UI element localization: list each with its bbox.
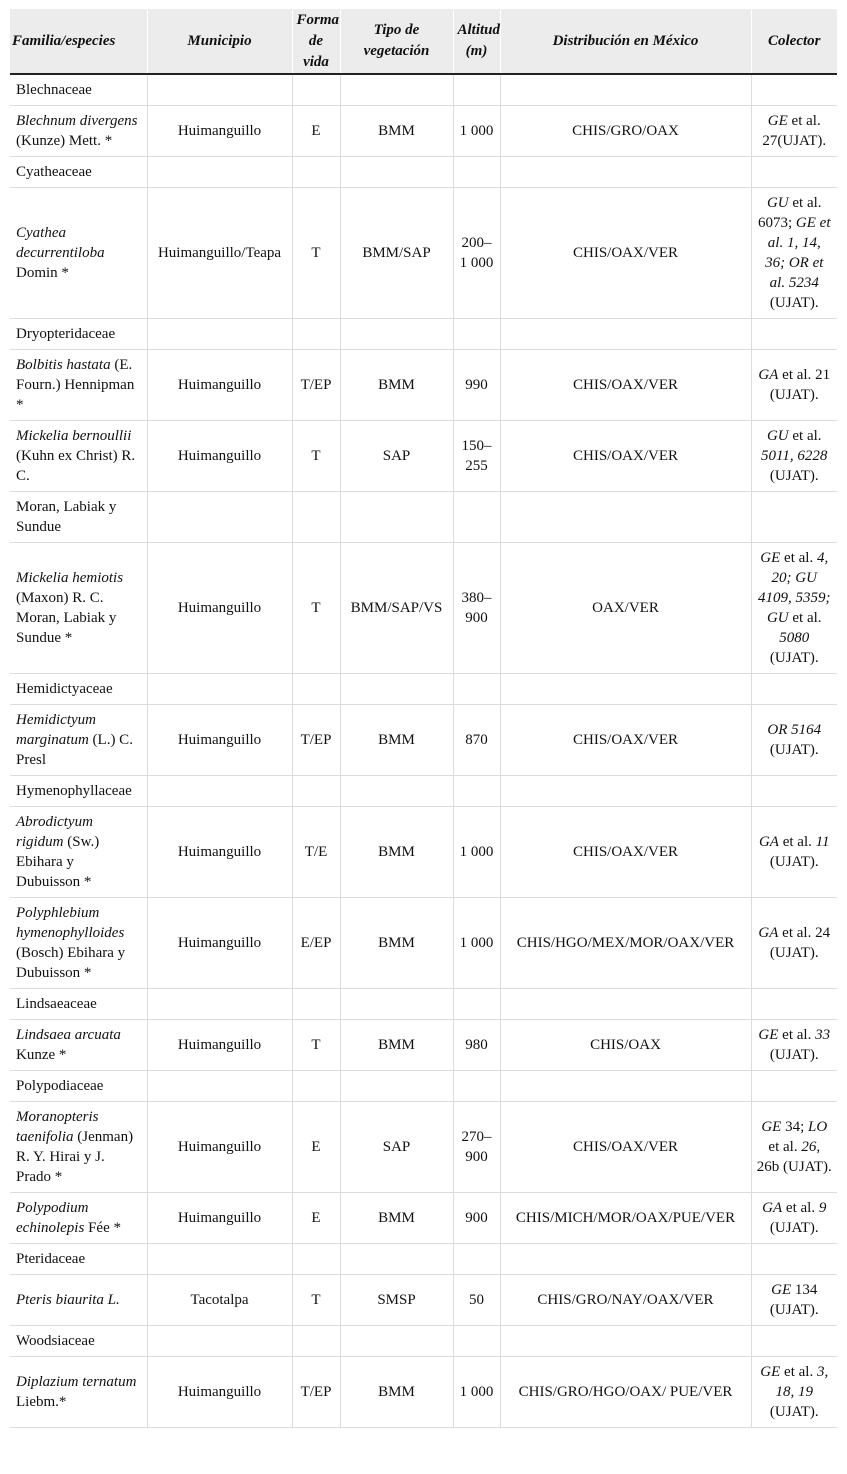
species-table-container [10, 9, 837, 1428]
species-cell [10, 807, 147, 898]
colector-part: (UJAT). [769, 295, 819, 311]
family-name-cell [10, 1071, 147, 1102]
species-row [10, 1193, 837, 1244]
empty-cell [147, 492, 292, 543]
empty-cell [292, 1326, 340, 1357]
municipio-cell: Huimanguillo [147, 1357, 292, 1428]
colector-part: et al. [780, 1364, 817, 1380]
table-body [10, 74, 837, 1428]
forma-vida-cell: T/EP [292, 705, 340, 776]
empty-cell [500, 74, 751, 106]
species-row [10, 705, 837, 776]
header-municipio: Municipio [147, 9, 292, 74]
empty-cell [500, 776, 751, 807]
species-name: Cyathea decurrentiloba [16, 225, 105, 261]
empty-cell [453, 1326, 500, 1357]
species-name: Diplazium ternatum [16, 1374, 137, 1390]
colector-part: 9 [818, 1200, 827, 1216]
family-name-cell [10, 492, 147, 543]
empty-cell [292, 157, 340, 188]
species-name: Mickelia hemiotis [16, 570, 124, 586]
species-cell [10, 350, 147, 421]
family-name-cell [10, 1326, 147, 1357]
forma-vida-cell: E/EP [292, 898, 340, 989]
colector-part: LO [807, 1119, 828, 1135]
species-cell [10, 543, 147, 674]
colector-part: (UJAT). [769, 742, 819, 758]
tipo-vegetacion-cell: SMSP [340, 1275, 453, 1326]
empty-cell [453, 319, 500, 350]
empty-cell [340, 674, 453, 705]
tipo-vegetacion-cell: BMM [340, 1020, 453, 1071]
colector-part: 134 (UJAT). [769, 1282, 819, 1318]
distribucion-cell: CHIS/OAX [500, 1020, 751, 1071]
empty-cell [751, 674, 837, 705]
family-name-cell [10, 157, 147, 188]
forma-vida-cell: E [292, 106, 340, 157]
municipio-cell: Huimanguillo [147, 705, 292, 776]
municipio-cell: Huimanguillo [147, 1020, 292, 1071]
header-altitud: Altitud (m) [453, 9, 500, 74]
species-cell [10, 1020, 147, 1071]
colector-part: 3, 18, 19 [775, 1364, 829, 1400]
distribucion-cell: CHIS/OAX/VER [500, 807, 751, 898]
colector-part: 5011, 6228 [761, 448, 828, 464]
empty-cell [500, 1244, 751, 1275]
empty-cell [453, 1244, 500, 1275]
altitud-cell: 1 000 [453, 1357, 500, 1428]
empty-cell [340, 1326, 453, 1357]
header-forma-de-vida: Forma de vida [292, 9, 340, 74]
colector-part: GE [760, 1364, 781, 1380]
family-name-cell [10, 1244, 147, 1275]
empty-cell [500, 319, 751, 350]
header-distribucion: Distribución en México [500, 9, 751, 74]
species-row [10, 421, 837, 492]
species-authority: (Sw.) Ebihara y Dubuisson * [16, 834, 100, 890]
species-row [10, 350, 837, 421]
distribucion-cell: CHIS/GRO/HGO/OAX/ PUE/VER [500, 1357, 751, 1428]
colector-part: et al. [780, 550, 817, 566]
species-cell [10, 421, 147, 492]
forma-vida-cell: T/EP [292, 350, 340, 421]
family-name: Hymenophyllaceae [16, 783, 132, 799]
empty-cell [147, 989, 292, 1020]
species-name: Bolbitis hastata [16, 357, 111, 373]
species-cell [10, 188, 147, 319]
distribucion-cell: CHIS/OAX/VER [500, 1102, 751, 1193]
species-authority: Kunze * [16, 1047, 67, 1063]
species-authority: (Jenman) R. Y. Hirai y J. Prado * [16, 1129, 134, 1185]
empty-cell [340, 989, 453, 1020]
family-name: Polypodiaceae [16, 1078, 104, 1094]
species-cell [10, 1193, 147, 1244]
species-row [10, 543, 837, 674]
empty-cell [340, 157, 453, 188]
empty-cell [751, 319, 837, 350]
altitud-cell: 1 000 [453, 106, 500, 157]
empty-cell [340, 319, 453, 350]
empty-cell [453, 492, 500, 543]
tipo-vegetacion-cell: BMM [340, 807, 453, 898]
forma-vida-cell: T [292, 1275, 340, 1326]
empty-cell [340, 74, 453, 106]
empty-cell [292, 1244, 340, 1275]
forma-vida-cell: T [292, 543, 340, 674]
empty-cell [147, 1326, 292, 1357]
family-name-cell [10, 74, 147, 106]
empty-cell [500, 492, 751, 543]
distribucion-cell: CHIS/OAX/VER [500, 350, 751, 421]
altitud-cell: 270–900 [453, 1102, 500, 1193]
empty-cell [751, 1326, 837, 1357]
altitud-cell: 990 [453, 350, 500, 421]
colector-part: et al. [782, 1200, 819, 1216]
species-row [10, 1102, 837, 1193]
species-authority: (Kunze) Mett. * [16, 133, 113, 149]
forma-vida-cell: T [292, 188, 340, 319]
colector-part: et al. 6073; [758, 195, 822, 231]
family-row [10, 1071, 837, 1102]
distribucion-cell: CHIS/OAX/VER [500, 705, 751, 776]
empty-cell [453, 674, 500, 705]
municipio-cell: Huimanguillo [147, 898, 292, 989]
species-name: Pteris biaurita L. [16, 1292, 120, 1308]
empty-cell [292, 492, 340, 543]
species-row [10, 1275, 837, 1326]
empty-cell [147, 1071, 292, 1102]
colector-cell [751, 898, 837, 989]
species-authority: Liebm.* [16, 1394, 67, 1410]
header-tipo-vegetacion: Tipo de vegetación [340, 9, 453, 74]
header-species: Familia/especies [10, 9, 147, 74]
empty-cell [340, 776, 453, 807]
family-name: Hemidictyaceae [16, 681, 113, 697]
species-name: Hemidictyum marginatum [16, 712, 96, 748]
empty-cell [500, 1071, 751, 1102]
family-row [10, 1326, 837, 1357]
empty-cell [453, 776, 500, 807]
empty-cell [292, 74, 340, 106]
colector-cell [751, 1020, 837, 1071]
colector-part: GE [758, 1027, 779, 1043]
family-name: Cyatheaceae [16, 164, 92, 180]
family-name: Dryopteridaceae [16, 326, 116, 342]
colector-part: GE et al. 1, 14, 36; OR et al. 5234 [765, 215, 831, 291]
forma-vida-cell: T/EP [292, 1357, 340, 1428]
altitud-cell: 150–255 [453, 421, 500, 492]
species-row [10, 1020, 837, 1071]
tipo-vegetacion-cell: SAP [340, 421, 453, 492]
empty-cell [340, 1244, 453, 1275]
species-name: Abrodictyum rigidum [16, 814, 93, 850]
forma-vida-cell: T [292, 1020, 340, 1071]
species-name: Polypodium echinolepis [16, 1200, 89, 1236]
family-name: Lindsaeaceae [16, 996, 97, 1012]
family-row [10, 989, 837, 1020]
family-name-cell [10, 319, 147, 350]
distribucion-cell: CHIS/HGO/MEX/MOR/OAX/VER [500, 898, 751, 989]
distribucion-cell: CHIS/MICH/MOR/OAX/PUE/VER [500, 1193, 751, 1244]
colector-cell [751, 106, 837, 157]
empty-cell [453, 157, 500, 188]
colector-part: GA [762, 1200, 783, 1216]
altitud-cell: 980 [453, 1020, 500, 1071]
empty-cell [147, 776, 292, 807]
empty-cell [453, 74, 500, 106]
altitud-cell: 1 000 [453, 807, 500, 898]
forma-vida-cell: T [292, 421, 340, 492]
colector-part: (UJAT). [769, 854, 819, 870]
colector-cell [751, 543, 837, 674]
distribucion-cell: CHIS/OAX/VER [500, 421, 751, 492]
family-row [10, 74, 837, 106]
family-row [10, 1244, 837, 1275]
municipio-cell: Huimanguillo [147, 421, 292, 492]
family-name-cell [10, 989, 147, 1020]
colector-cell [751, 807, 837, 898]
distribucion-cell: OAX/VER [500, 543, 751, 674]
colector-cell [751, 350, 837, 421]
colector-part: 34; [781, 1119, 808, 1135]
species-name: Polyphlebium hymenophylloides [16, 905, 125, 941]
empty-cell [751, 1244, 837, 1275]
municipio-cell: Huimanguillo [147, 106, 292, 157]
colector-part: GA [758, 367, 779, 383]
municipio-cell: Huimanguillo [147, 350, 292, 421]
colector-part: OR 5164 [767, 722, 822, 738]
species-cell [10, 106, 147, 157]
colector-part: (UJAT). [769, 1220, 819, 1236]
tipo-vegetacion-cell: BMM [340, 1193, 453, 1244]
species-table [10, 9, 837, 1428]
empty-cell [340, 1071, 453, 1102]
empty-cell [292, 1071, 340, 1102]
empty-cell [500, 1326, 751, 1357]
empty-cell [147, 74, 292, 106]
colector-part: GA [758, 925, 779, 941]
colector-cell [751, 1275, 837, 1326]
species-authority: Fée * [84, 1220, 121, 1236]
empty-cell [751, 776, 837, 807]
colector-cell [751, 705, 837, 776]
species-cell [10, 1102, 147, 1193]
colector-part: (UJAT). [769, 650, 819, 666]
colector-part: , 26b (UJAT). [756, 1139, 832, 1175]
family-row [10, 776, 837, 807]
tipo-vegetacion-cell: SAP [340, 1102, 453, 1193]
municipio-cell: Huimanguillo/Teapa [147, 188, 292, 319]
colector-part: 4, 20; GU 4109, 5359; GU [758, 550, 831, 626]
empty-cell [751, 989, 837, 1020]
species-authority: (L.) C. Presl [16, 732, 133, 768]
species-name: Moranopteris taenifolia [16, 1109, 99, 1145]
family-name: Blechnaceae [16, 82, 92, 98]
distribucion-cell: CHIS/GRO/OAX [500, 106, 751, 157]
empty-cell [147, 157, 292, 188]
colector-cell [751, 421, 837, 492]
forma-vida-cell: T/E [292, 807, 340, 898]
colector-part: GE [771, 1282, 792, 1298]
colector-part: et al. 27(UJAT). [762, 113, 827, 149]
municipio-cell: Huimanguillo [147, 807, 292, 898]
species-cell [10, 1357, 147, 1428]
species-name: Blechnum divergens [16, 113, 138, 129]
municipio-cell: Tacotalpa [147, 1275, 292, 1326]
colector-part: 5080 [779, 630, 810, 646]
species-row [10, 188, 837, 319]
forma-vida-cell: E [292, 1193, 340, 1244]
colector-part: GU [766, 195, 789, 211]
tipo-vegetacion-cell: BMM/SAP/VS [340, 543, 453, 674]
empty-cell [751, 1071, 837, 1102]
empty-cell [340, 492, 453, 543]
species-authority: (Maxon) R. C. Moran, Labiak y Sundue * [16, 590, 117, 646]
species-row [10, 898, 837, 989]
empty-cell [453, 989, 500, 1020]
colector-part: GE [767, 113, 788, 129]
empty-cell [500, 157, 751, 188]
family-row [10, 674, 837, 705]
family-row [10, 319, 837, 350]
forma-vida-cell: E [292, 1102, 340, 1193]
distribucion-cell: CHIS/OAX/VER [500, 188, 751, 319]
family-name: Moran, Labiak y Sundue [16, 499, 117, 535]
colector-part: et al. 24 (UJAT). [769, 925, 831, 961]
colector-cell [751, 1102, 837, 1193]
tipo-vegetacion-cell: BMM [340, 350, 453, 421]
family-name-cell [10, 674, 147, 705]
municipio-cell: Huimanguillo [147, 543, 292, 674]
species-authority: Domin * [16, 265, 69, 281]
empty-cell [500, 989, 751, 1020]
tipo-vegetacion-cell: BMM/SAP [340, 188, 453, 319]
altitud-cell: 1 000 [453, 898, 500, 989]
tipo-vegetacion-cell: BMM [340, 705, 453, 776]
altitud-cell: 200–1 000 [453, 188, 500, 319]
distribucion-cell: CHIS/GRO/NAY/OAX/VER [500, 1275, 751, 1326]
altitud-cell: 50 [453, 1275, 500, 1326]
species-authority: (Kuhn ex Christ) R. C. [16, 448, 136, 484]
colector-part: et al. [778, 834, 816, 850]
species-cell [10, 898, 147, 989]
altitud-cell: 900 [453, 1193, 500, 1244]
tipo-vegetacion-cell: BMM [340, 1357, 453, 1428]
empty-cell [453, 1071, 500, 1102]
header-colector: Colector [751, 9, 837, 74]
empty-cell [751, 157, 837, 188]
empty-cell [751, 492, 837, 543]
family-name: Woodsiaceae [16, 1333, 95, 1349]
colector-part: et al. [788, 428, 822, 444]
empty-cell [147, 1244, 292, 1275]
colector-cell [751, 1193, 837, 1244]
empty-cell [500, 674, 751, 705]
tipo-vegetacion-cell: BMM [340, 106, 453, 157]
municipio-cell: Huimanguillo [147, 1102, 292, 1193]
empty-cell [292, 674, 340, 705]
colector-part: 26 [801, 1139, 817, 1155]
empty-cell [292, 776, 340, 807]
colector-cell [751, 188, 837, 319]
altitud-cell: 380–900 [453, 543, 500, 674]
colector-part: (UJAT). [769, 1404, 819, 1420]
empty-cell [147, 319, 292, 350]
colector-part: (UJAT). [769, 1047, 819, 1063]
colector-part: et al. [778, 1027, 816, 1043]
species-authority: (E. Fourn.) Hennipman * [16, 357, 135, 413]
family-name-cell [10, 776, 147, 807]
colector-part: et al. 21 (UJAT). [769, 367, 831, 403]
species-name: Mickelia bernoullii [16, 428, 132, 444]
colector-part: et al. [768, 1139, 802, 1155]
species-row [10, 1357, 837, 1428]
colector-part: 33 [815, 1027, 831, 1043]
species-row [10, 807, 837, 898]
species-name: Lindsaea arcuata [16, 1027, 121, 1043]
empty-cell [147, 674, 292, 705]
species-cell [10, 1275, 147, 1326]
family-name: Pteridaceae [16, 1251, 86, 1267]
municipio-cell: Huimanguillo [147, 1193, 292, 1244]
colector-part: 11 [815, 834, 830, 850]
colector-cell [751, 1357, 837, 1428]
empty-cell [292, 319, 340, 350]
colector-part: GU [766, 428, 789, 444]
header-row [10, 9, 837, 74]
tipo-vegetacion-cell: BMM [340, 898, 453, 989]
family-row [10, 157, 837, 188]
colector-part: GE [761, 1119, 782, 1135]
colector-part: GE [760, 550, 781, 566]
empty-cell [292, 989, 340, 1020]
species-cell [10, 705, 147, 776]
family-row [10, 492, 837, 543]
species-row [10, 106, 837, 157]
colector-part: GA [758, 834, 779, 850]
species-authority: (Bosch) Ebihara y Dubuisson * [16, 945, 126, 981]
empty-cell [751, 74, 837, 106]
colector-part: et al. [788, 610, 822, 626]
altitud-cell: 870 [453, 705, 500, 776]
colector-part: (UJAT). [769, 468, 819, 484]
